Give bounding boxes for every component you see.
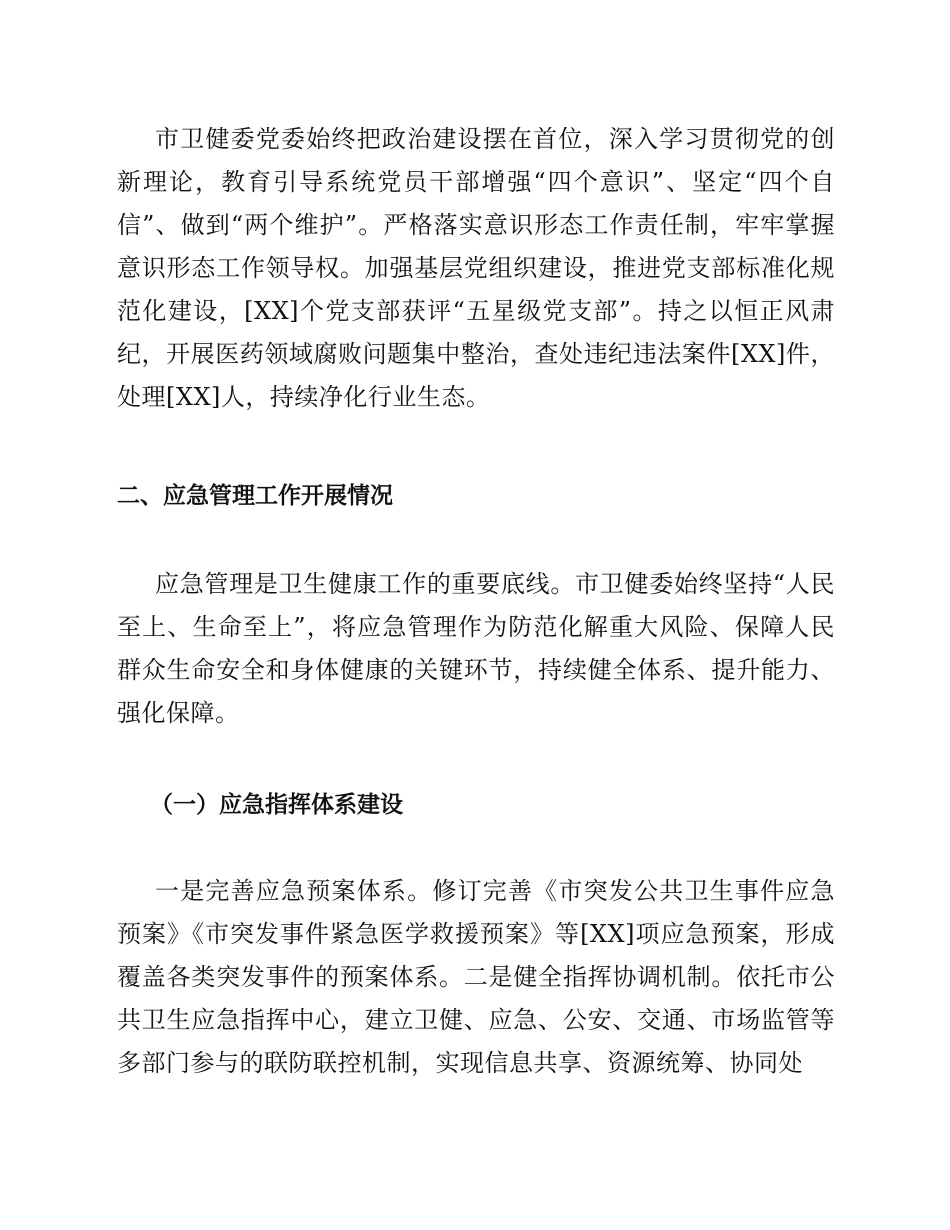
subsection-heading: （一）应急指挥体系建设 <box>150 792 403 818</box>
body-paragraph-party-building: 市卫健委党委始终把政治建设摆在首位，深入学习贯彻党的创新理论，教育引导系统党员干部增强“四个意识”、坚定“四个自信”、做到“两个维护”。严格落实意识形态工作责任制，牢牢掌握意识形态工作领导权。加强基层党组织建设，推进党支部标准化规范化建设，[XX]个党支部获评“五星级党支部”。持之以恒正风肃纪，开展医药领域腐败问题集中整治，查处违纪违法案件[XX]件，处理[XX]人，持续净化行业生态。 <box>117 125 835 411</box>
body-paragraph-emergency-intro: 应急管理是卫生健康工作的重要底线。市卫健委始终坚持“人民至上、生命至上”，将应急管理作为防范化解重大风险、保障人民群众生命安全和身体健康的关键环节，持续健全体系、提升能力、强化保障。 <box>117 570 835 727</box>
body-paragraph-command-system: 一是完善应急预案体系。修订完善《市突发公共卫生事件应急预案》《市突发事件紧急医学救援预案》等[XX]项应急预案，形成覆盖各类突发事件的预案体系。二是健全指挥协调机制。依托市公共卫生应急指挥中心，建立卫健、应急、公安、交通、市场监管等多部门参与的联防联控机制，实现信息共享、资源统筹、协同处 <box>117 877 835 1077</box>
section-heading: 二、应急管理工作开展情况 <box>117 483 393 509</box>
